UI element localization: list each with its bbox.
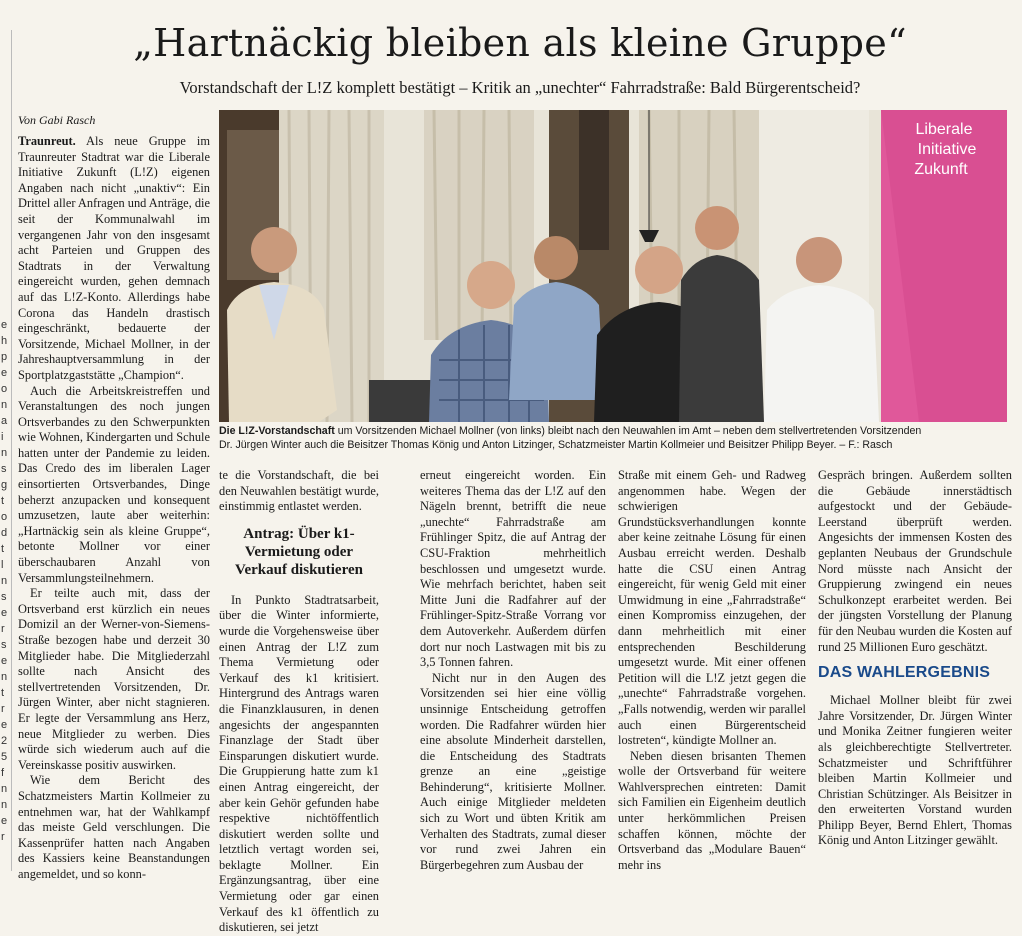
article-subheadline: Vorstandschaft der L!Z komplett bestätigt – Kritik an „unechter“ Fahrradstraße: Bald Bürgerentscheid?	[179, 78, 861, 97]
paragraph: Michael Mollner bleibt für zwei Jahre Vorsitzender, Dr. Jürgen Winter und Monika Zeitner fungieren weiter als gleichberechtigte Stellvertreter. Schatzmeister und Schriftführer bleiben Martin Kollmeier und Christian Schützinger. Als Beisitzer in den erweiterten Vorstand wurden Philipp Beyer, Bernd Ehlert, Thomas König und Anton Litzinger gewählt.	[818, 693, 1012, 848]
gutter-char: e	[1, 367, 8, 379]
photo-caption	[219, 424, 1019, 452]
byline: Von Gabi Rasch	[18, 113, 96, 127]
gutter-char: 2	[1, 735, 8, 747]
gutter-char: e	[1, 607, 8, 619]
gutter-char: r	[1, 703, 5, 715]
gutter-char: n	[1, 399, 8, 411]
gutter-char: p	[1, 351, 8, 363]
gutter-char: a	[1, 415, 8, 427]
caption-line: Dr. Jürgen Winter auch die Beisitzer Thomas König und Anton Litzinger, Schatzmeister Martin Kollmeier und Beisitzer Philipp Beyer. – F.: Rasch	[219, 439, 893, 451]
paragraph	[18, 134, 210, 384]
gutter-char: 5	[1, 751, 8, 763]
gutter-char: d	[1, 527, 8, 539]
gutter-char: t	[1, 687, 5, 699]
gutter-char: n	[1, 575, 8, 587]
column-divider	[11, 30, 12, 871]
gutter-char: o	[1, 383, 8, 395]
text-column-3	[420, 468, 606, 871]
text-column-5	[818, 468, 1012, 871]
article-headline: „Hartnäckig bleiben als kleine Gruppe“	[133, 21, 907, 65]
box-heading: DAS WAHLERGEBNIS	[818, 664, 991, 682]
gutter-char: h	[1, 335, 8, 347]
paragraph: Er teilte auch mit, dass der Ortsverband erst kürzlich ein neues Domizil an der Werner-von-Siemens-Straße bezogen habe und derzeit 30 Mitglieder habe. Die Mitgliederzahl sollte nach Ansicht des stellvertretenden Vorsitzenden, Dr. Jürgen Winter, aber nicht stagnieren. Er legte der Versammlung ans Herz, neue Mitglieder zu werben. Dies würde sich wiederum auch auf die Vereinskasse positiv auswirken.	[18, 586, 210, 772]
article-photo	[219, 110, 1007, 422]
paragraph: Straße mit einem Geh- und Radweg angenommen habe. Wegen der schwierigen Grundstücksverhandlungen konnte aber keine zeitnahe Lösung für einen Ausbau erreicht werden. Deshalb hatte die CSU einen Antrag eingereicht, für wenig Geld mit einer Umwidmung in eine „Fahrradstraße“ einen Kompromiss einzugehen, der dann mehrheitlich mit einer entsprechenden Beschilderung umgesetzt wurde. Mit einer offenen Petition will die L!Z jetzt gegen die „unechte“ Fahrradstraße vorgehen. „Falls notwendig, werden wir parallel auch einen Bürgerentscheid lostreten“, kündigte Mollner an.	[618, 468, 806, 748]
gutter-char: r	[1, 831, 5, 843]
banner-text: Liberale	[915, 121, 973, 138]
adjacent-column-fragment	[0, 0, 14, 871]
paragraph: Gespräch bringen. Außerdem sollten die Gebäude innerstädtisch aufgestockt und der Gebäude-Leerstand überprüft werden. Angesichts der immensen Kosten des geplanten Neubaus der Grundschule Nord müsste nach Ansicht der Gruppierung zwingend ein neues Schulkonzept erarbeitet werden. Bei der jüngsten Vorstellung der Planung für den Neubau wurden die Kosten auf rund 25 Millionen Euro geschätzt.	[818, 468, 1012, 654]
paragraph-text: Als neue Gruppe im Traunreuter Stadtrat war die Liberale Initiative Zukunft (L!Z) eigenen Angaben nach nicht „unaktiv“: Ein Drittel aller Anfragen und Anträge, die seit der Kommunalwahl im vergangenen Jahr von den insgesamt acht Parteien und Gruppen des Stadtrats in der Verwaltung eingereicht wurden, gehen demnach auf das L!Z-Konto. Allerdings habe Corona das Handeln drastisch eingeschränkt, bedauerte der Vorsitzende, Michael Mollner, in der Jahreshauptversammlung in der Sportplatzgaststätte „Champion“.	[18, 134, 210, 382]
text-column-4	[618, 468, 806, 871]
gutter-char: r	[1, 623, 5, 635]
paragraph: Nicht nur in den Augen des Vorsitzenden sei hier eine völlig unsinnige Entscheidung getroffen worden. Die Radfahrer würden hier eine absolute Minderheit darstellen, die Entscheidung des Stadtrats grenze an eine „geistige Behinderung“, kritisierte Mollner. Auch einige Mitglieder meldeten sich zu Wort und übten Kritik am Verhalten des Stadtrats, zumal dieser vor rund zwei Jahren ein Bürgerbegehren zum Ausbau der	[420, 670, 606, 872]
gutter-char: o	[1, 511, 8, 523]
paragraph: Auch die Arbeitskreistreffen und Veranstaltungen des noch jungen Ortsverbandes zu den Schwerpunkten wie Wohnen, Kindergarten und Schule hatten unter der Pandemie zu leiden. Das Credo des im liberalen Lager einsortierten Ortsverbandes, Dinge beherzt anzupacken und konsequent umzusetzen, laute aber weiterhin: „Hartnäckig sein als kleine Gruppe“, betonte Mollner vor einer überschaubaren Anzahl von Versammlungsteilnehmern.	[18, 383, 210, 585]
section-subheading: Antrag: Über k1-Vermietung oder Verkauf diskutieren	[235, 525, 363, 578]
text-column-2	[219, 468, 379, 935]
gutter-char: t	[1, 495, 5, 507]
gutter-char: s	[1, 639, 7, 651]
gutter-char: s	[1, 463, 7, 475]
gutter-char: e	[1, 655, 8, 667]
paragraph: Neben diesen brisanten Themen wolle der Ortsverband für weitere Wahlversprechen eintreten: Damit sich Familien ein Eigenheim deutlich unter herkömmlichen Preisen schaffen können, möchte der Ortsverband das „Modulare Bauen“ mehr ins	[618, 748, 806, 872]
gutter-char: g	[1, 479, 8, 491]
caption-line	[219, 424, 1019, 438]
gutter-char: n	[1, 671, 8, 683]
gutter-char: f	[1, 767, 5, 779]
banner-text: Initiative	[917, 141, 977, 158]
gutter-char: i	[1, 431, 4, 443]
gutter-char: e	[1, 719, 8, 731]
text-column-1	[18, 134, 210, 881]
gutter-char: l	[1, 559, 4, 571]
gutter-char: n	[1, 783, 8, 795]
gutter-char: e	[1, 319, 8, 331]
caption-text: um Vorsitzenden Michael Mollner (von links) bleibt nach den Neuwahlen im Amt – neben dem stellvertretenden Vorsitzenden	[334, 425, 922, 437]
paragraph: te die Vorstandschaft, die bei den Neuwahlen bestätigt wurde, einstimmig entlastet werden.	[219, 468, 379, 514]
gutter-char: n	[1, 799, 8, 811]
gutter-char: s	[1, 591, 7, 603]
paragraph: Wie dem Bericht des Schatzmeisters Martin Kollmeier zu entnehmen war, hat der Wahlkampf das meiste Geld verschlungen. Die Kassenprüfer hatten nach Angaben des Kassiers keine Beanstandungen angemeldet, und so konn-	[18, 773, 210, 881]
gutter-char: n	[1, 447, 8, 459]
paragraph: In Punkto Stadtratsarbeit, über die Winter informierte, wurde die Vorgehensweise über einen Antrag der L!Z zum Thema Vermietung oder Verkauf des k1 kritisiert. Hintergrund des Antrags waren die Finanzklausuren, in denen angesichts der angespannten Finanzlage der Stadt über Einsparungen diskutiert wurde. Die Gruppierung hatte zum k1 einen Antrag eingereicht, der aber kein Gehör gefunden habe respektive nichtöffentlich diskutiert werden sollte und letztlich vertagt worden sei, beklagte Mollner. Ein Ergänzungsantrag, über eine Vermietung oder gar einen Verkauf des k1 öffentlich zu diskutieren, sei jetzt	[219, 592, 379, 935]
caption-bold: Die L!Z-Vorstandschaft	[219, 425, 335, 437]
banner-text: Zukunft	[914, 161, 968, 178]
gutter-char: t	[1, 543, 5, 555]
gutter-char: e	[1, 815, 8, 827]
dateline: Traunreut.	[18, 134, 76, 148]
paragraph: erneut eingereicht worden. Ein weiteres Thema das der L!Z auf den Nägeln brennt, betrifft die neue „unechte“ Fahrradstraße am Frühlinger Spitz, die auf Antrag der CSU-Fraktion mehrheitlich beschlossen und umgesetzt wurde. Wie mehrfach berichtet, haben seit Mitte Juni die Radfahrer auf der Frühlinger-Spitz-Straße Vorrang vor dem Autoverkehr. Außerdem dürfen dort nur noch Lastwagen mit bis zu 3,5 Tonnen fahren.	[420, 468, 606, 670]
